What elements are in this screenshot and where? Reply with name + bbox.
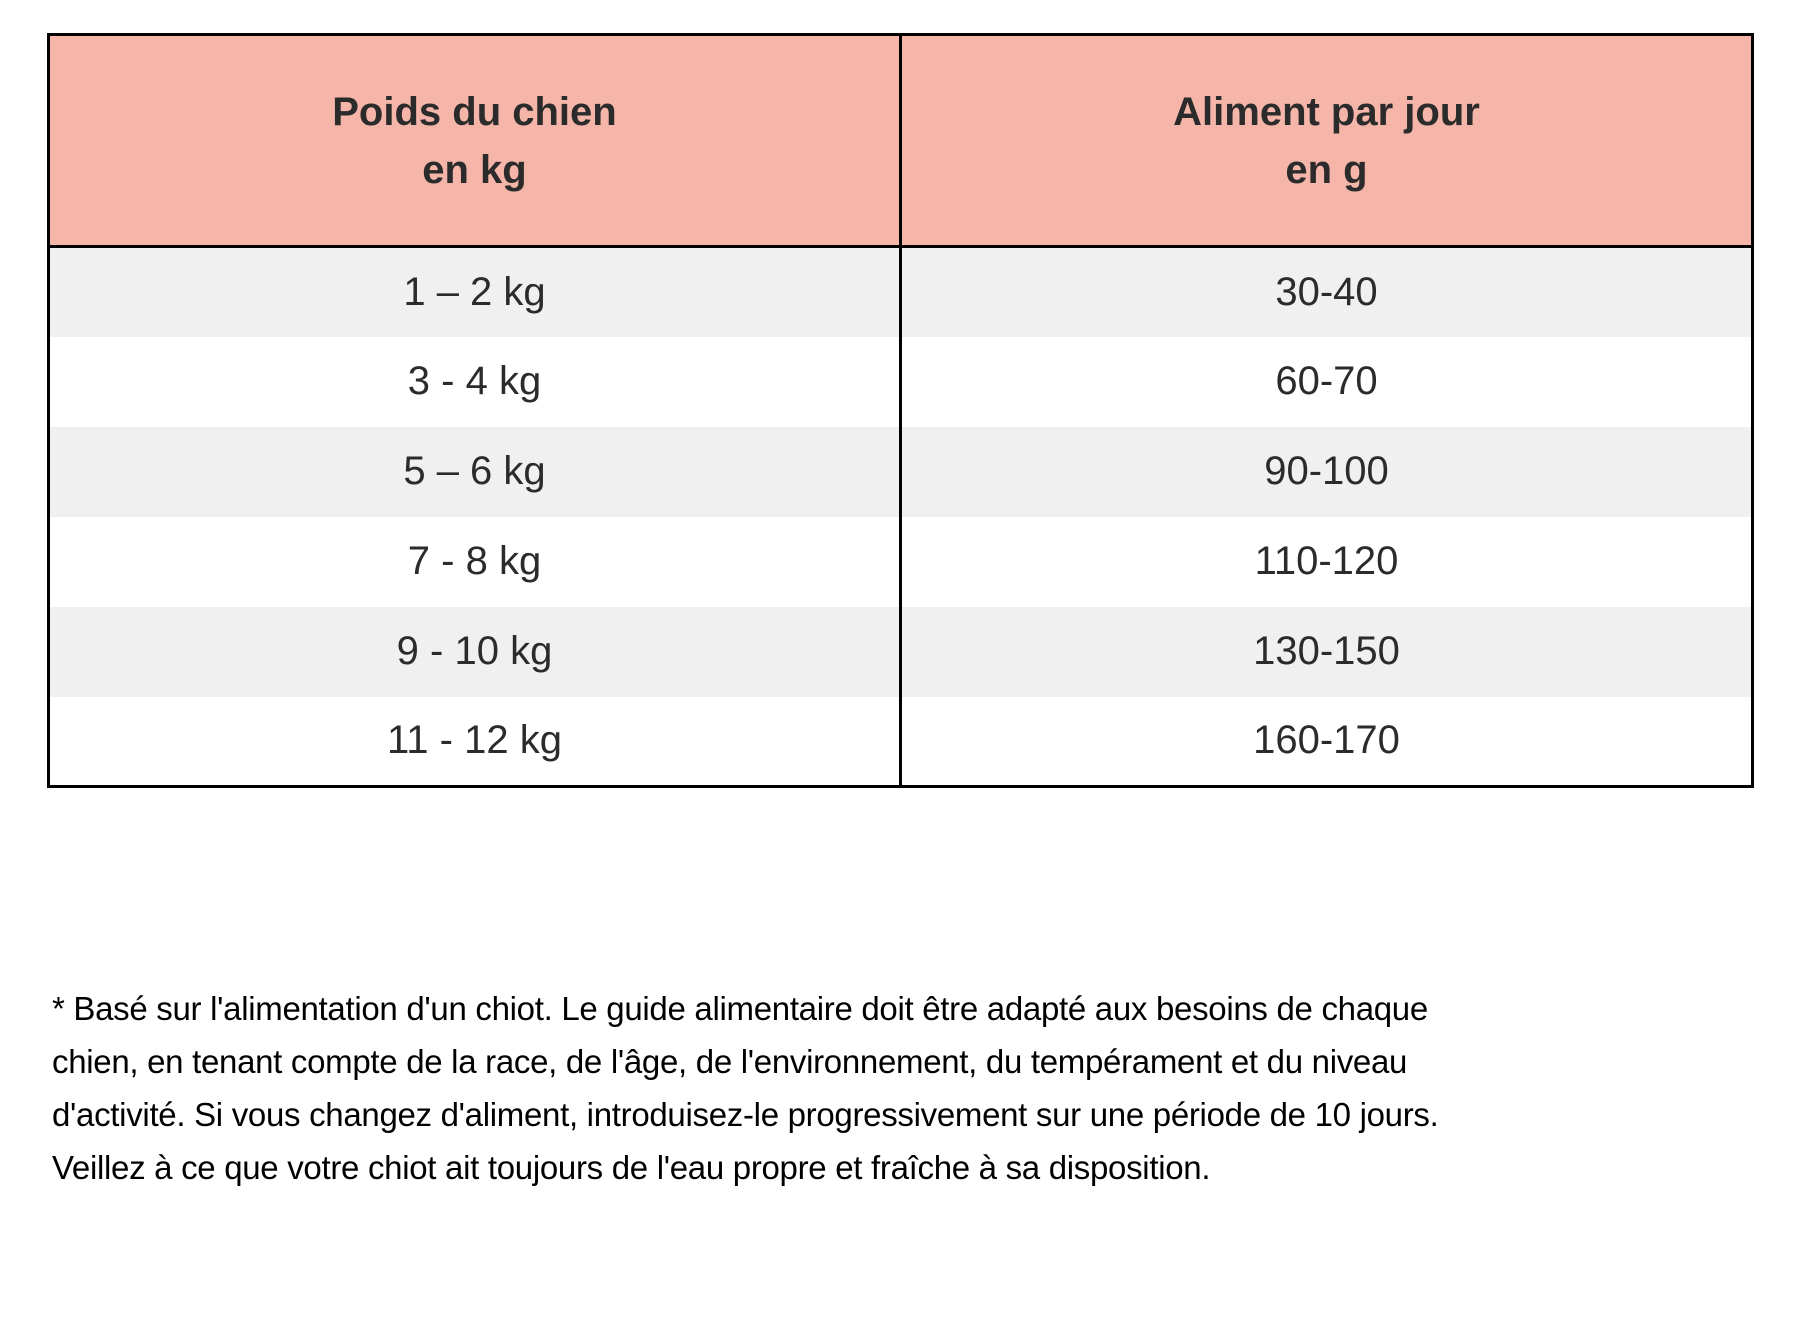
col-header-weight [49,35,901,247]
weight-cell: 5 – 6 kg [49,427,901,517]
table-row [49,337,1753,427]
weight-cell: 3 - 4 kg [49,337,901,427]
table-header [49,35,1753,247]
col-header-food-line2: en g [1285,147,1368,192]
table-row [49,697,1753,787]
weight-cell: 7 - 8 kg [49,517,901,607]
header-row [49,35,1753,247]
table-row [49,427,1753,517]
col-header-weight-line1: Poids du chien [332,89,617,134]
food-cell: 60-70 [901,337,1753,427]
col-header-food-line1: Aliment par jour [1173,89,1480,134]
col-header-food [901,35,1753,247]
table-body [49,247,1753,787]
weight-cell: 11 - 12 kg [49,697,901,787]
food-cell: 30-40 [901,247,1753,337]
footnote: * Basé sur l'alimentation d'un chiot. Le guide alimentaire doit être adapté aux besoins de chaque chien, en tenant compte de la race, de l'âge, de l'environnement, du tempérament et du niveau d'activité. Si vous changez d'aliment, introduisez-le progressivement sur une période de 10 jours. Veillez à ce que votre chiot ait toujours de l'eau propre et fraîche à sa disposition. [52,990,1439,1186]
table-row [49,607,1753,697]
col-header-weight-line2: en kg [422,147,527,192]
weight-cell: 9 - 10 kg [49,607,901,697]
weight-cell: 1 – 2 kg [49,247,901,337]
food-cell: 160-170 [901,697,1753,787]
table-row [49,517,1753,607]
feeding-guide-table [47,33,1754,788]
food-cell: 90-100 [901,427,1753,517]
table-row [49,247,1753,337]
food-cell: 110-120 [901,517,1753,607]
food-cell: 130-150 [901,607,1753,697]
